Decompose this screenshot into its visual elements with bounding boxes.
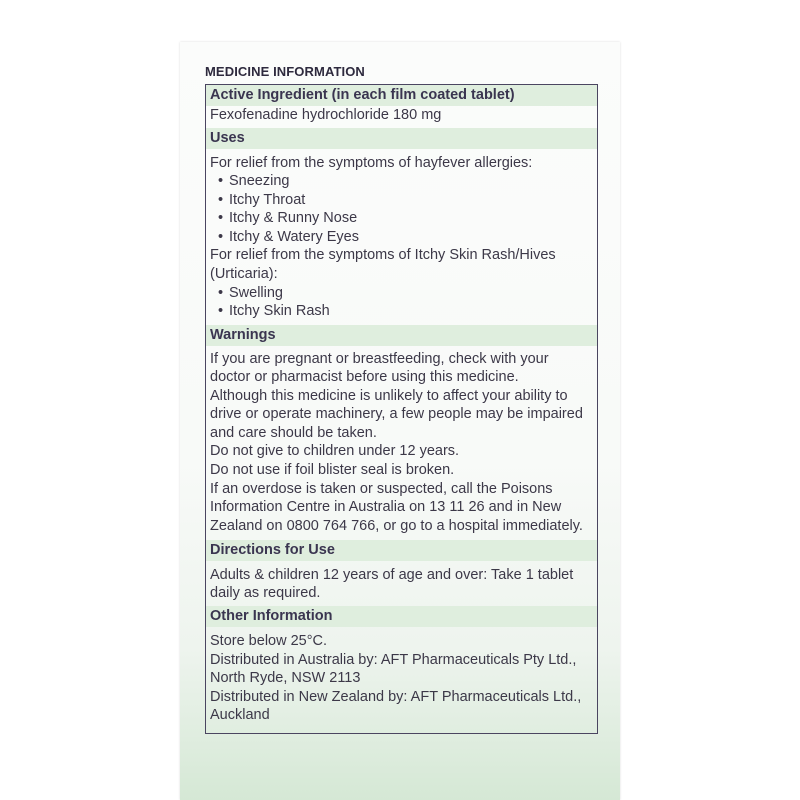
warnings-line: If an overdose is taken or suspected, call the Poisons xyxy=(210,481,553,497)
bullet-icon: • xyxy=(218,173,224,189)
other-information-line: Distributed in Australia by: AFT Pharmaceuticals Pty Ltd., xyxy=(210,652,577,668)
other-information-header: Other Information xyxy=(206,606,597,627)
warnings-line: Information Centre in Australia on 13 11 26 and in New xyxy=(210,499,562,515)
uses-header: Uses xyxy=(206,128,597,149)
uses-bullet-item: • Itchy & Watery Eyes xyxy=(218,229,359,245)
other-information-line: Distributed in New Zealand by: AFT Pharmaceuticals Ltd., xyxy=(210,689,582,705)
other-information-line: North Ryde, NSW 2113 xyxy=(210,670,361,686)
bullet-icon: • xyxy=(218,229,224,245)
uses-intro-hayfever: For relief from the symptoms of hayfever allergies: xyxy=(210,155,533,171)
uses-intro-skin-rash: For relief from the symptoms of Itchy Skin Rash/Hives xyxy=(210,247,556,263)
bullet-icon: • xyxy=(218,303,224,319)
warnings-line: Do not use if foil blister seal is broken. xyxy=(210,462,455,478)
warnings-line: Do not give to children under 12 years. xyxy=(210,443,460,459)
uses-bullet-item: • Itchy Throat xyxy=(218,192,306,208)
active-ingredient-text: Fexofenadine hydrochloride 180 mg xyxy=(210,107,442,123)
uses-intro-skin-rash: (Urticaria): xyxy=(210,266,278,282)
warnings-line: Although this medicine is unlikely to affect your ability to xyxy=(210,388,568,404)
bullet-icon: • xyxy=(218,192,224,208)
bullet-icon: • xyxy=(218,210,224,226)
uses-bullet-item: • Sneezing xyxy=(218,173,290,189)
uses-bullet-item: • Itchy & Runny Nose xyxy=(218,210,358,226)
uses-bullet-item: • Itchy Skin Rash xyxy=(218,303,330,319)
other-information-line: Store below 25°C. xyxy=(210,633,328,649)
active-ingredient-header: Active Ingredient (in each film coated tablet) xyxy=(206,85,597,106)
warnings-line: Zealand on 0800 764 766, or go to a hospital immediately. xyxy=(210,518,583,534)
warnings-header: Warnings xyxy=(206,325,597,346)
warnings-line: doctor or pharmacist before using this medicine. xyxy=(210,369,519,385)
bullet-icon: • xyxy=(218,285,224,301)
directions-header: Directions for Use xyxy=(206,540,597,561)
warnings-line: and care should be taken. xyxy=(210,425,377,441)
uses-bullet-item: • Swelling xyxy=(218,285,283,301)
directions-line: Adults & children 12 years of age and over: Take 1 tablet xyxy=(210,567,574,583)
warnings-line: drive or operate machinery, a few people may be impaired xyxy=(210,406,583,422)
other-information-line: Auckland xyxy=(210,707,270,723)
warnings-line: If you are pregnant or breastfeeding, check with your xyxy=(210,351,549,367)
directions-line: daily as required. xyxy=(210,585,321,601)
medicine-information-heading: MEDICINE INFORMATION xyxy=(205,64,365,79)
